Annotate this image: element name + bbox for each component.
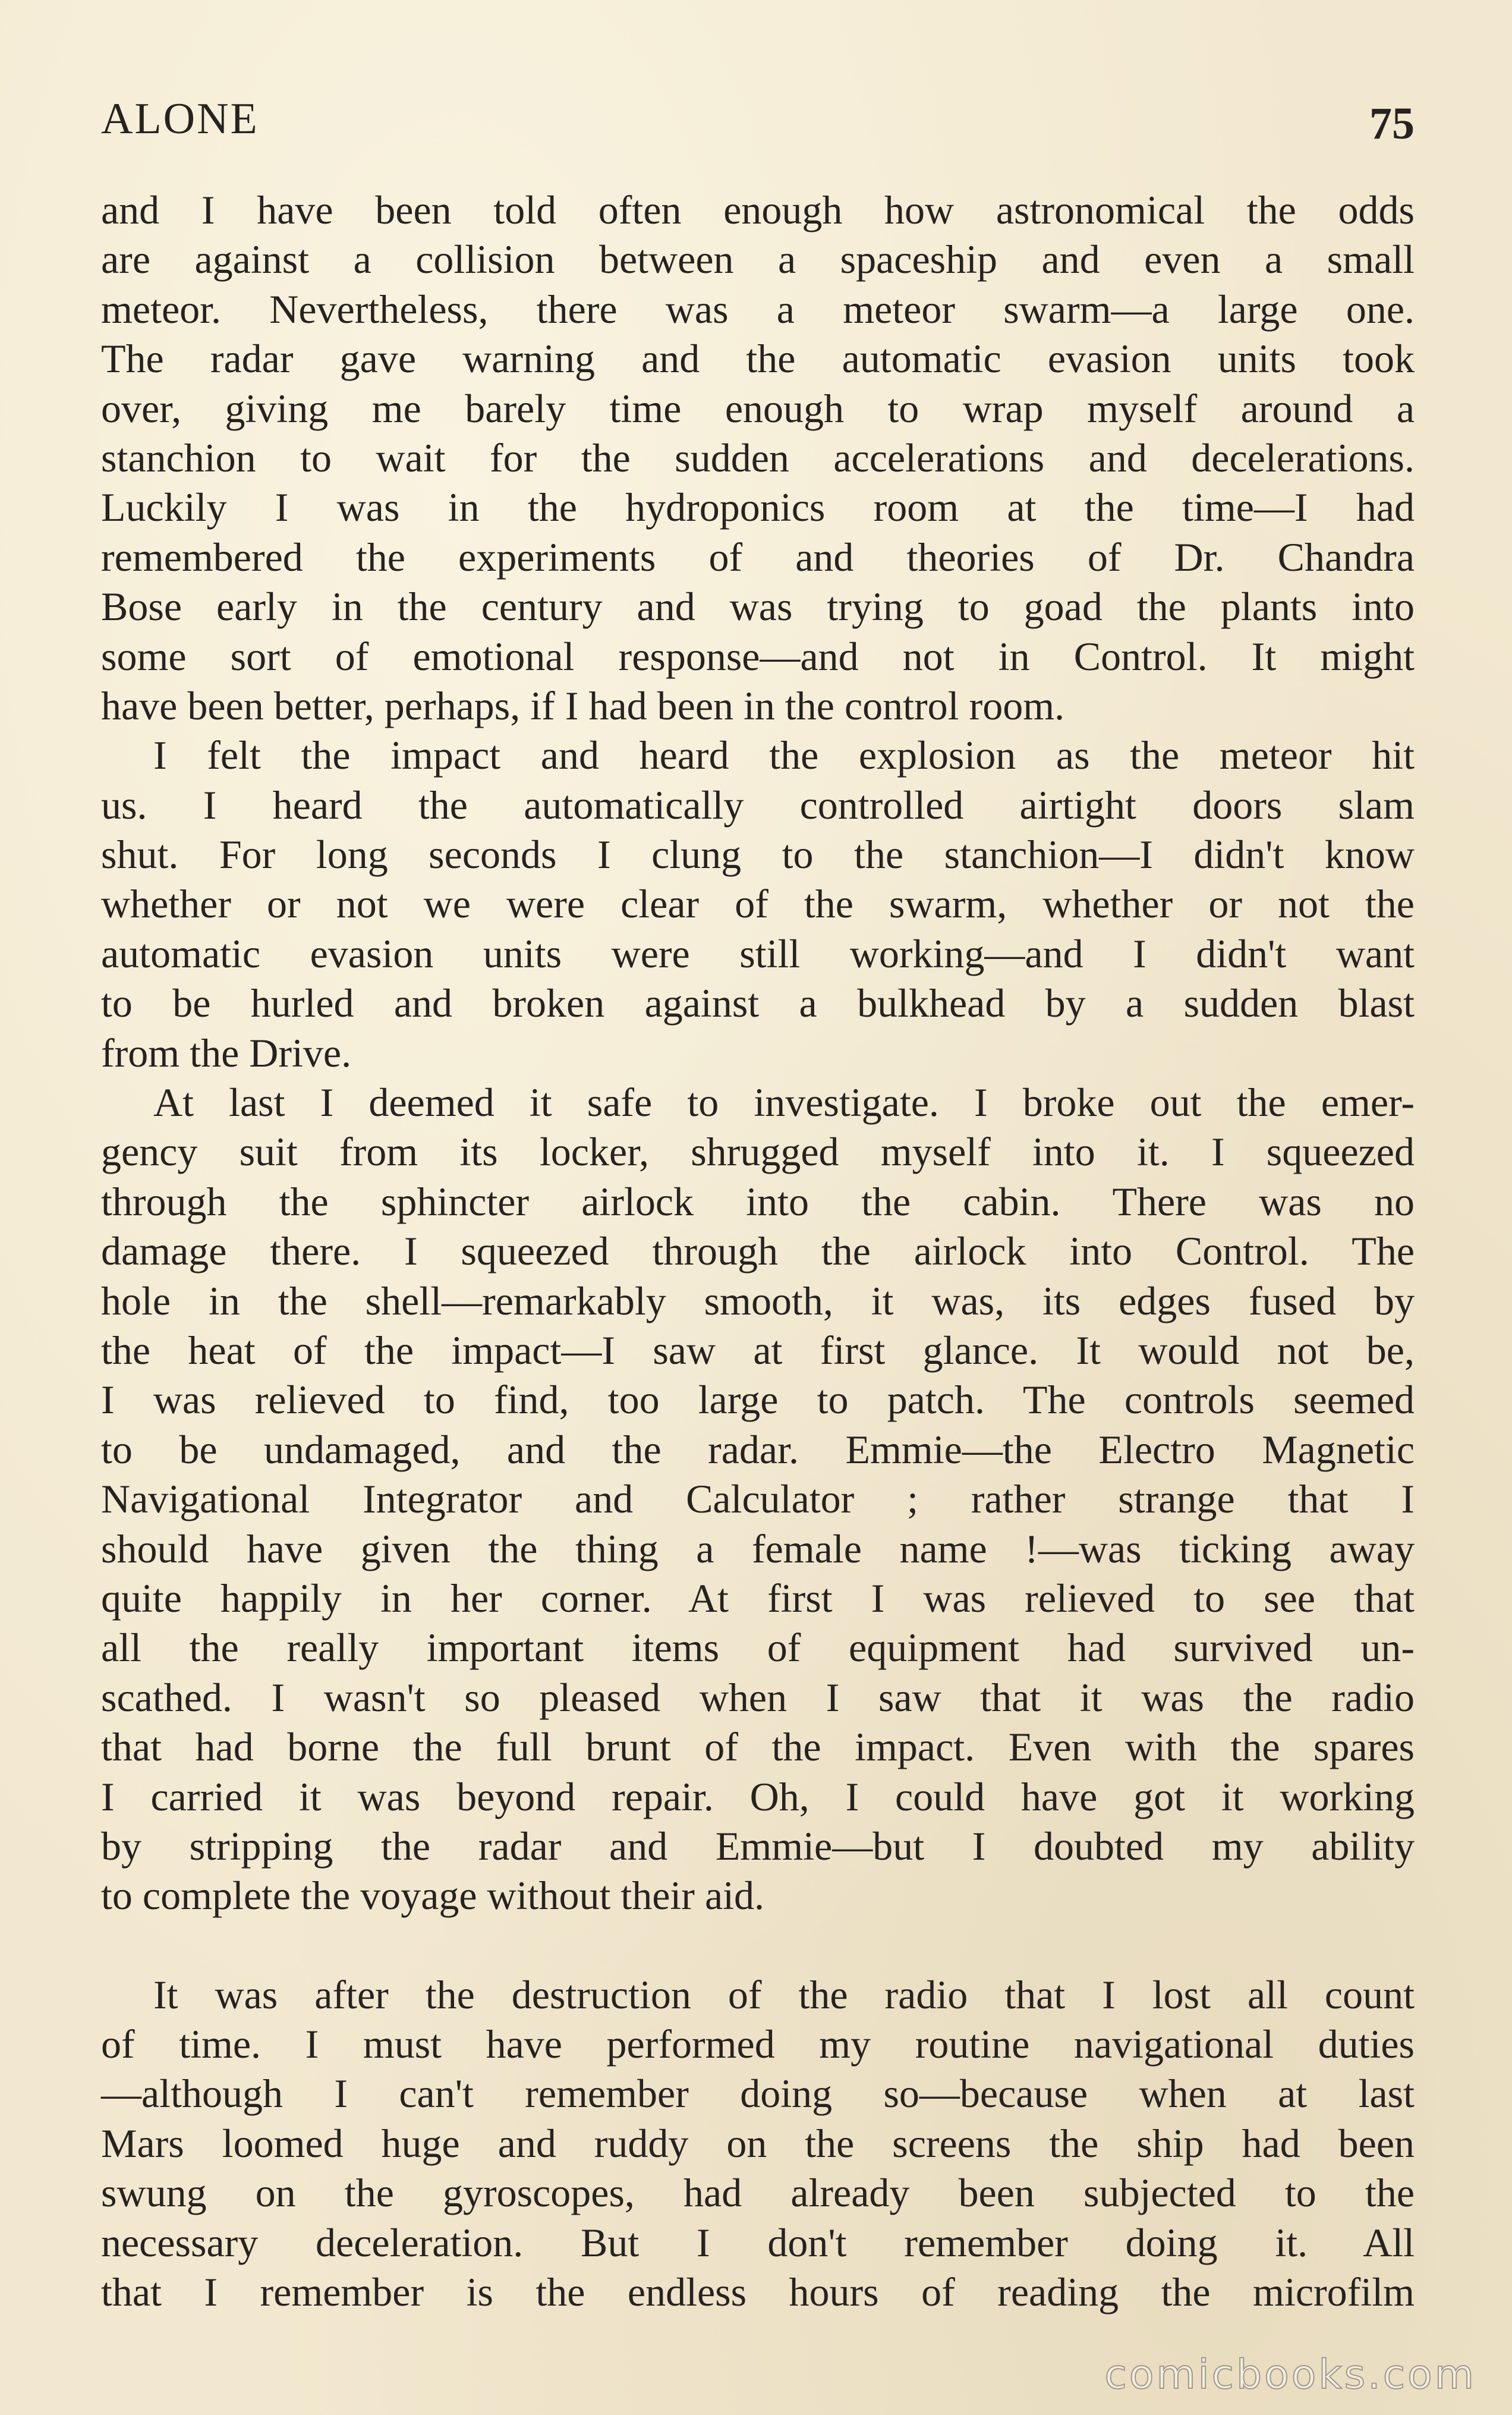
text-line: quite happily in her corner. At first I was relieved to see that bbox=[101, 1575, 1415, 1621]
text-line: of time. I must have performed my routine navigational duties bbox=[101, 2021, 1415, 2067]
text-line: damage there. I squeezed through the airlock into Control. The bbox=[101, 1228, 1415, 1274]
text-line: At last I deemed it safe to investigate. I broke out the emer- bbox=[153, 1080, 1415, 1125]
text-line: swung on the gyroscopes, had already been subjected to the bbox=[101, 2170, 1415, 2216]
text-line: to complete the voyage without their aid. bbox=[101, 1873, 765, 1919]
text-line: It was after the destruction of the radio that I lost all count bbox=[153, 1971, 1415, 2017]
text-line: all the really important items of equipment had survived un- bbox=[101, 1625, 1415, 1671]
text-line: and I have been told often enough how astronomical the odds bbox=[101, 187, 1415, 232]
text-line: have been better, perhaps, if I had been in the control room. bbox=[101, 683, 1065, 728]
text-line: automatic evasion units were still working—and I didn't want bbox=[101, 930, 1415, 976]
text-line: hole in the shell—remarkably smooth, it was, its edges fused by bbox=[101, 1278, 1415, 1323]
text-line: Mars loomed huge and ruddy on the screens the ship had been bbox=[101, 2120, 1415, 2166]
text-line: over, giving me barely time enough to wrap myself around a bbox=[101, 385, 1415, 431]
paragraph bbox=[101, 731, 1415, 1078]
text-line: gency suit from its locker, shrugged myself into it. I squeezed bbox=[101, 1129, 1415, 1175]
text-line: I carried it was beyond repair. Oh, I could have got it working bbox=[101, 1773, 1415, 1819]
text-line: by stripping the radar and Emmie—but I doubted my ability bbox=[101, 1823, 1415, 1869]
text-line: that had borne the full brunt of the impact. Even with the spares bbox=[101, 1724, 1415, 1770]
text-line: remembered the experiments of and theories of Dr. Chandra bbox=[101, 534, 1415, 580]
text-line: whether or not we were clear of the swarm, whether or not the bbox=[101, 881, 1415, 927]
text-line: to be undamaged, and the radar. Emmie—the Electro Magnetic bbox=[101, 1426, 1415, 1472]
text-line: The radar gave warning and the automatic evasion units took bbox=[101, 336, 1415, 382]
watermark-logo: comicbooks.com bbox=[1104, 2351, 1476, 2398]
text-line: necessary deceleration. But I don't remember doing it. All bbox=[101, 2219, 1415, 2265]
text-line: to be hurled and broken against a bulkhead by a sudden blast bbox=[101, 980, 1415, 1026]
paragraph bbox=[101, 185, 1415, 731]
text-line: the heat of the impact—I saw at first glance. It would not be, bbox=[101, 1327, 1415, 1373]
text-line: —although I can't remember doing so—because when at last bbox=[101, 2071, 1415, 2117]
text-line: that I remember is the endless hours of reading the microfilm bbox=[101, 2269, 1415, 2315]
text-line: should have given the thing a female name !—was ticking away bbox=[101, 1526, 1415, 1571]
section-break bbox=[101, 1921, 1415, 1970]
text-line: meteor. Nevertheless, there was a meteor swarm—a large one. bbox=[101, 286, 1415, 332]
text-line: from the Drive. bbox=[101, 1030, 352, 1076]
text-line: stanchion to wait for the sudden accelerations and decelerations. bbox=[101, 435, 1415, 480]
page-header bbox=[101, 89, 1415, 149]
text-line: shut. For long seconds I clung to the stanchion—I didn't know bbox=[101, 832, 1415, 878]
text-line: I felt the impact and heard the explosion as the meteor hit bbox=[153, 732, 1415, 778]
text-line: I was relieved to find, too large to patch. The controls seemed bbox=[101, 1377, 1415, 1423]
text-line: Navigational Integrator and Calculator ; rather strange that I bbox=[101, 1476, 1415, 1522]
text-line: Bose early in the century and was trying to goad the plants into bbox=[101, 584, 1415, 630]
text-line: Luckily I was in the hydroponics room at the time—I had bbox=[101, 485, 1415, 530]
page-number: 75 bbox=[1369, 99, 1415, 149]
running-head: ALONE bbox=[101, 95, 259, 143]
paragraph bbox=[101, 1970, 1415, 2317]
text-line: are against a collision between a spaceship and even a small bbox=[101, 237, 1415, 282]
text-line: through the sphincter airlock into the cabin. There was no bbox=[101, 1178, 1415, 1224]
text-line: us. I heard the automatically controlled airtight doors slam bbox=[101, 782, 1415, 828]
text-line: some sort of emotional response—and not in Control. It might bbox=[101, 633, 1415, 679]
text-line: scathed. I wasn't so pleased when I saw that it was the radio bbox=[101, 1674, 1415, 1720]
page-body bbox=[101, 185, 1415, 2317]
paragraph bbox=[101, 1078, 1415, 1921]
